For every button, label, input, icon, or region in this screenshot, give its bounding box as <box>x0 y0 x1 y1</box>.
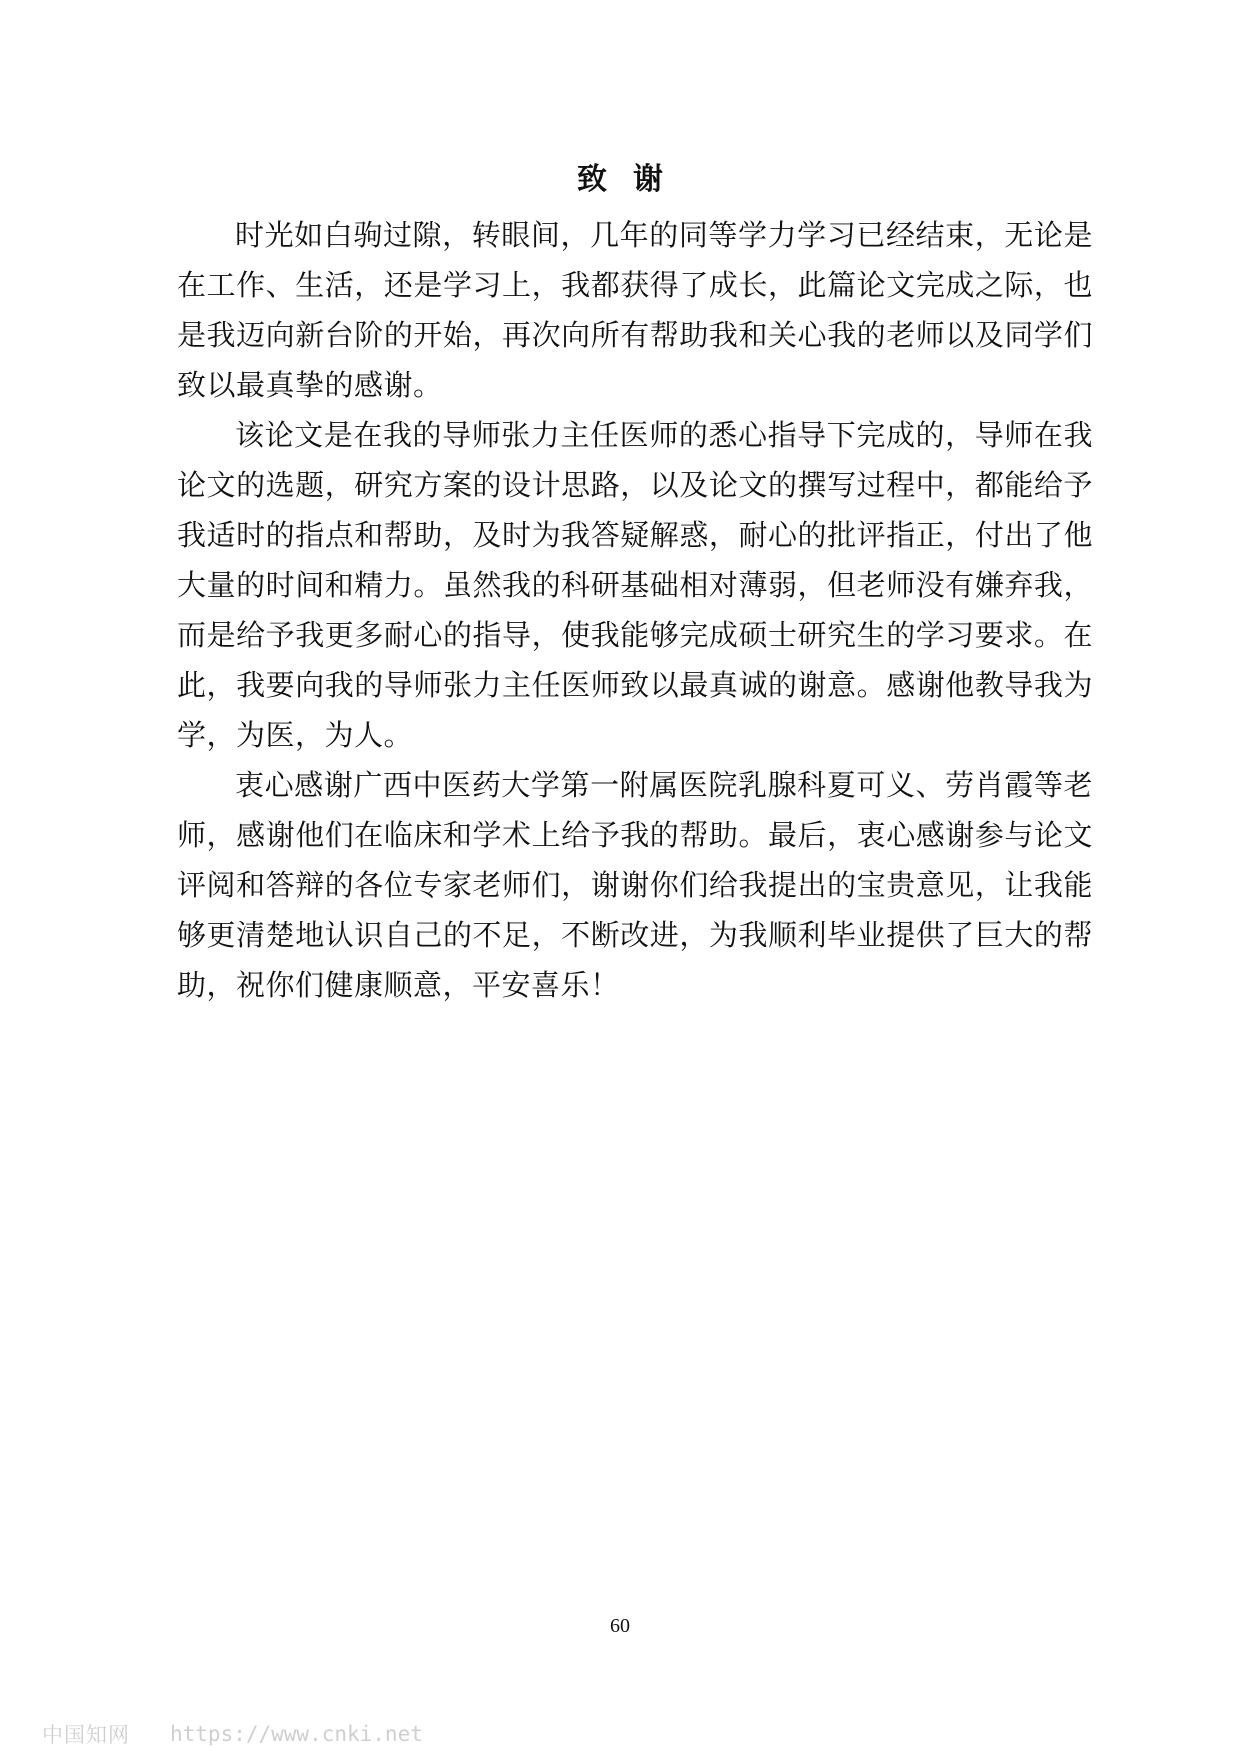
watermark-logo: 中国知网 <box>42 1723 130 1747</box>
paragraph: 该论文是在我的导师张力主任医师的悉心指导下完成的，导师在我论文的选题，研究方案的设计思路，以及论文的撰写过程中，都能给予我适时的指点和帮助，及时为我答疑解惑，耐心的批评指正，付出了他大量的时间和精力。虽然我的科研基础相对薄弱，但老师没有嫌弃我，而是给予我更多耐心的指导，使我能够完成硕士研究生的学习要求。在此，我要向我的导师张力主任医师致以最真诚的谢意。感谢他教导我为学，为医，为人。 <box>177 418 1093 752</box>
cnki-watermark <box>42 1722 423 1746</box>
paragraph: 衷心感谢广西中医药大学第一附属医院乳腺科夏可义、劳肖霞等老师，感谢他们在临床和学术上给予我的帮助。最后，衷心感谢参与论文评阅和答辩的各位专家老师们，谢谢你们给我提出的宝贵意见，让我能够更清楚地认识自己的不足，不断改进，为我顺利毕业提供了巨大的帮助，祝你们健康顺意，平安喜乐！ <box>177 768 1093 1002</box>
page-title: 致谢 <box>577 162 689 197</box>
watermark-url: https://www.cnki.net <box>170 1722 423 1746</box>
paragraph: 时光如白驹过隙，转眼间，几年的同等学力学习已经结束，无论是在工作、生活，还是学习上，我都获得了成长，此篇论文完成之际，也是我迈向新台阶的开始，再次向所有帮助我和关心我的老师以及同学们致以最真挚的感谢。 <box>177 218 1093 402</box>
acknowledgement-body <box>177 210 1093 1010</box>
page-number: 60 <box>610 1615 630 1637</box>
